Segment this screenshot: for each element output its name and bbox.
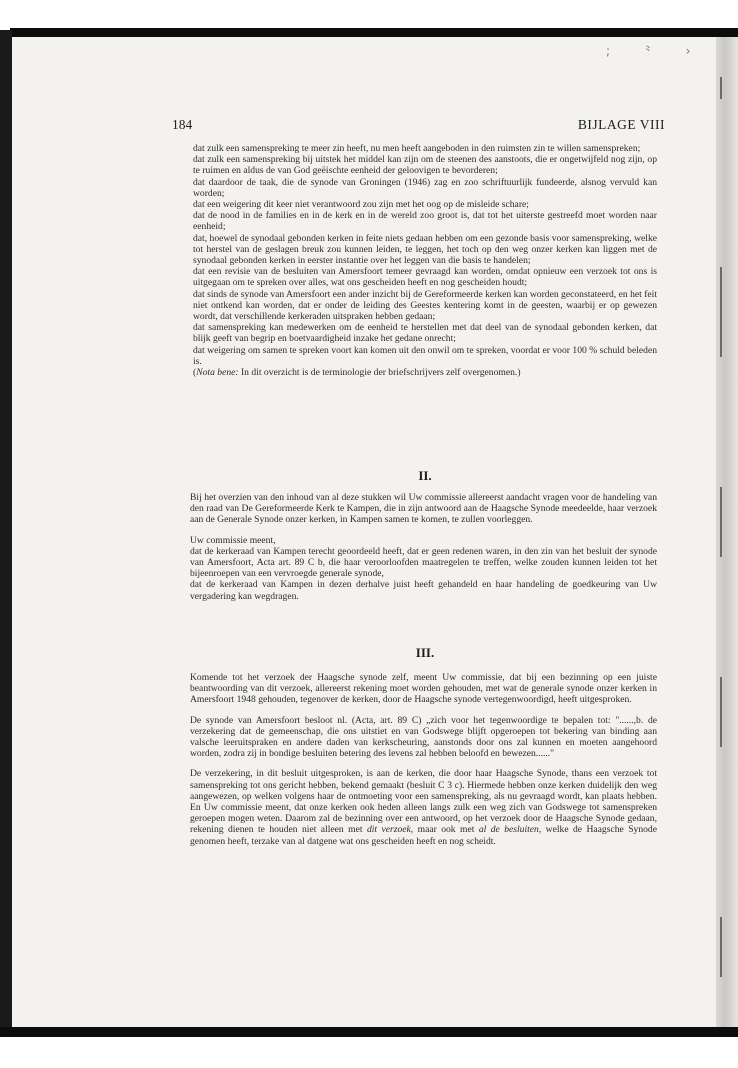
top-margin (0, 0, 738, 28)
section-2 (190, 492, 657, 602)
section-2-intro: Bij het overzien van den inhoud van al deze stukken wil Uw commissie allereerst aandacht vragen voor de handeling van den raad van De Gereformeerde Kerk te Kampen, die in zijn antwoord aan de Haagsche Synode meedeelde, haar verzoek aan de Generale Synode onzer kerken, in Kampen samen te komen, te zullen voorleggen. (190, 492, 657, 526)
edge-mark (720, 487, 722, 557)
scan-edge-top (10, 28, 738, 37)
edge-mark (720, 917, 722, 977)
section-3-paragraph-1: Komende tot het verzoek der Haagsche synode zelf, meent Uw commissie, dat bij een bezinning op een juiste beantwoording van dit verzoek, allereerst rekening moet worden gehouden, met wat de generale synode onzer kerken in Amersfoort 1948 gehouden, tegenover de kerken, door de Haagsche synode vertegenwoordigd, heeft uitgesproken. (190, 672, 657, 706)
list-item: dat de kerkeraad van Kampen in dezen derhalve juist heeft gehandeld en haar handeling de goedkeuring van Uw vergadering kan wegdragen. (190, 579, 657, 602)
page-number: 184 (172, 117, 193, 132)
section-heading-3: III. (415, 645, 435, 660)
adjacent-page-edge (716, 37, 738, 1027)
margin-marks: ; ⺀ › (606, 44, 705, 58)
nota-label: Nota bene: (196, 367, 239, 379)
section-3 (190, 672, 657, 847)
edge-mark (720, 267, 722, 357)
scan-edge-left (0, 30, 12, 1030)
section-1-list (193, 143, 657, 378)
list-item: dat weigering om samen te spreken voort kan komen uit den onwil om te spreken, voordat er voor 100 % schuld beleden is. (193, 344, 657, 367)
list-item: dat de nood in de families en in de kerk en in de wereld zoo groot is, dat tot het uiterste gestreefd moet worden naar eenheid; (193, 210, 657, 233)
section-3-paragraph-2: De synode van Amersfoort besloot nl. (Acta, art. 89 C) „zich voor het tegenwoordige te bepalen tot: "......,b. de verzekering dat de gemeenschap, die ons uitstiet en van Godswege blijft opgeroepen tot bekering van binding aan valsche leeruitspraken en andere daden van kerkscheuring, aanstonds door ons zal kunnen en moeten aangehoord worden, zodra zij in bondige besluiten betering des levens zal hebben beloofd en bewezen......" (190, 714, 657, 760)
emphasis-text: al de besluiten, (478, 824, 542, 836)
section-3-paragraph-3 (190, 768, 657, 846)
nota-text: In dit overzicht is de terminologie der briefschrijvers zelf overgenomen.) (238, 367, 521, 379)
running-title: BIJLAGE VIII (577, 117, 665, 132)
list-item: dat zulk een samenspreking bij uitstek het middel kan zijn om de steenen des aanstoots, die er ongetwijfeld nog zijn, op te ruimen en aldus de van God geëischte eenheid der geloovigen te bevorderen; (193, 154, 657, 177)
section-heading-2: II. (418, 468, 432, 483)
list-item: dat samenspreking kan medewerken om de eenheid te herstellen met dat deel van de synodaal gebonden kerken, dat blijk geeft van begrip en boetvaardigheid inzake het gedane onrecht; (193, 322, 657, 345)
list-item: dat daardoor de taak, die de synode van Groningen (1946) zag en zoo schriftuurlijk fundeerde, alsnog vervuld kan worden; (193, 176, 657, 199)
nota-bene: (Nota bene: In dit overzicht is de terminologie der briefschrijvers zelf overgenomen.) (193, 367, 521, 379)
paragraph-text: De verzekering, in dit besluit uitgesproken, is aan de kerken, die door haar Haagsche Synode, thans een verzoek tot samenspreking tot ons gericht hebben, bekend gemaakt (besluit C 3 c). Hiermede hebben onze kerken duidelijk den weg aangewezen, op welken volgens haar de ontmoeting voor een samenspreking, als nu gevraagd wordt, kan plaats hebben. En Uw commissie meent, dat onze kerken ook heden alleen langs zulk een weg zich van Godswege tot samenspreken geroepen mogen weten. Daarom zal de bezinning over een antwoord, op het verzoek door de Haagsche Synode gedaan, rekening dienen te houden niet alleen met (190, 768, 657, 836)
bottom-margin (0, 1037, 738, 1068)
edge-mark (720, 677, 722, 747)
list-item: dat een weigering dit keer niet verantwoord zou zijn met het oog op de misleide schare; (193, 199, 529, 211)
paragraph-text: welke de Haagsche Synode genomen heeft, terzake van al datgene wat ons gescheiden heeft en nog scheidt. (190, 824, 657, 847)
list-item: dat zulk een samenspreking te meer zin heeft, nu men heeft aangeboden in den ruimsten zin te willen samenspreken; (193, 143, 641, 154)
scan-edge-bottom (0, 1027, 738, 1037)
list-item: dat sinds de synode van Amersfoort een ander inzicht bij de Gereformeerde kerken kan worden geconstateerd, en het feit niet ontkend kan worden, dat er onder de leiding des Geestes kentering komt in de geesten, waarbij er op gewezen wordt, dat verschillende kerkeraden uitspraken hebben gedaan; (193, 288, 657, 323)
list-item: dat de kerkeraad van Kampen terecht geoordeeld heeft, dat er geen redenen waren, in den zin van het besluit der synode van Amersfoort, Acta art. 89 C b, die haar veroorloofden maatregelen te treffen, welke zouden kunnen leiden tot het bijeenroepen van een vervroegde generale synode, (190, 545, 657, 580)
paragraph-text: maar ook met (413, 824, 479, 836)
list-item: dat, hoewel de synodaal gebonden kerken in feite niets gedaan hebben om een gezonde basis voor samenspreking, welke tot herstel van de geslagen breuk zou kunnen leiden, te leggen, het toch op den weg onzer kerken kan liggen met de synodaal gebonden kerken in eerster instantie over het leggen van die basis te handelen; (193, 232, 657, 267)
emphasis-text: dit verzoek, (366, 824, 414, 836)
section-2-lead: Uw commissie meent, (190, 534, 276, 546)
edge-mark (720, 77, 722, 99)
list-item: dat een revisie van de besluiten van Amersfoort temeer gevraagd kan worden, omdat opnieuw een verzoek tot ons is uitgegaan om te spreken over alles, wat ons gescheiden heeft en nog gescheiden houdt; (193, 266, 657, 289)
